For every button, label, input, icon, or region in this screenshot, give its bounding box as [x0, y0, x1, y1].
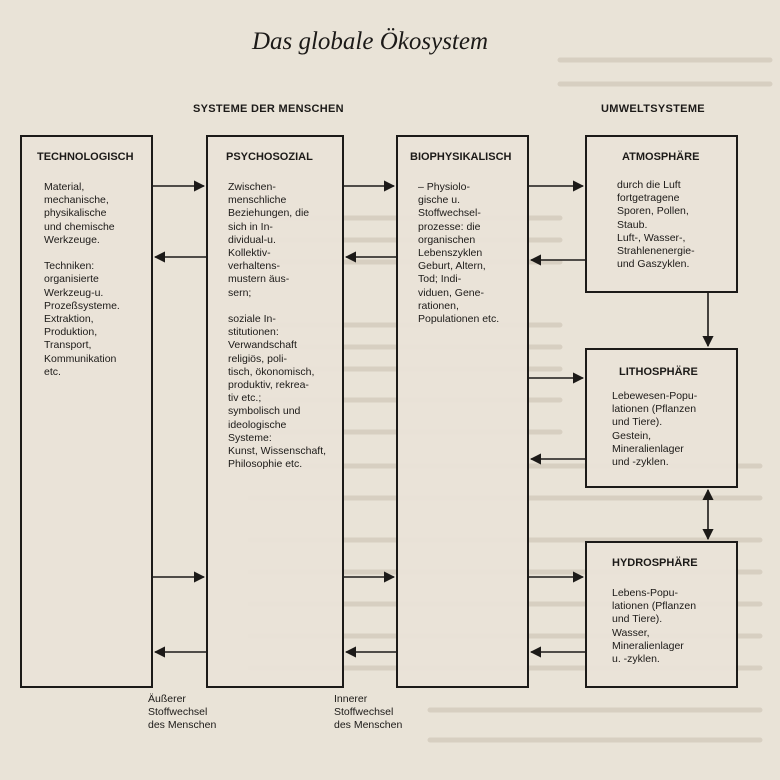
- box-title-atmosphaere: ATMOSPHÄRE: [622, 151, 700, 163]
- box-title-biophysikalisch: BIOPHYSIKALISCH: [410, 151, 512, 163]
- box-title-lithosphaere: LITHOSPHÄRE: [619, 366, 698, 378]
- box-title-hydrosphaere: HYDROSPHÄRE: [612, 557, 698, 569]
- box-text-hydrosphaere: Lebens-Popu- lationen (Pflanzen und Tiere). Wasser, Mineralienlager u. -zyklen.: [612, 587, 697, 666]
- box-text-biophysikalisch: – Physiolo- gische u. Stoffwechsel- prozesse: die organischen Lebenszyklen Geburt, Altern, Tod; Indi- viduen, Gene- rationen, Populationen etc.: [418, 181, 500, 326]
- caption-inner-metabolism: Innerer Stoffwechsel des Menschen: [334, 693, 403, 731]
- box-title-technologisch: TECHNOLOGISCH: [37, 151, 134, 163]
- box-text-psychosozial: Zwischen- menschliche Beziehungen, die sich in In- dividual-u. Kollektiv- verhaltens- mustern äus- sern; soziale In- stitutionen: Verwandschaft religiös, poli- tisch, ökonomisch, produktiv, rekrea- tiv etc.; symbolisch und ideologische Systeme: Kunst, Wissenschaft, Philosophie etc.: [228, 181, 327, 471]
- diagram-title: Das globale Ökosystem: [251, 28, 489, 55]
- box-text-atmosphaere: durch die Luft fortgetragene Sporen, Pollen, Staub. Luft-, Wasser-, Strahlenenergie- und Gaszyklen.: [617, 179, 695, 271]
- caption-outer-metabolism: Äußerer Stoffwechsel des Menschen: [148, 693, 217, 731]
- box-text-technologisch: Material, mechanische, physikalische und chemische Werkzeuge. Techniken: organisierte Werkzeug-u. Prozeßsysteme. Extraktion, Produktion, Transport, Kommunikation etc.: [44, 181, 120, 378]
- box-title-psychosozial: PSYCHOSOZIAL: [226, 151, 313, 163]
- box-text-lithosphaere: Lebewesen-Popu- lationen (Pflanzen und Tiere). Gestein, Mineralienlager und -zyklen.: [612, 390, 698, 469]
- section-label-human-systems: SYSTEME DER MENSCHEN: [193, 103, 344, 115]
- section-label-environment-systems: UMWELTSYSTEME: [601, 103, 705, 115]
